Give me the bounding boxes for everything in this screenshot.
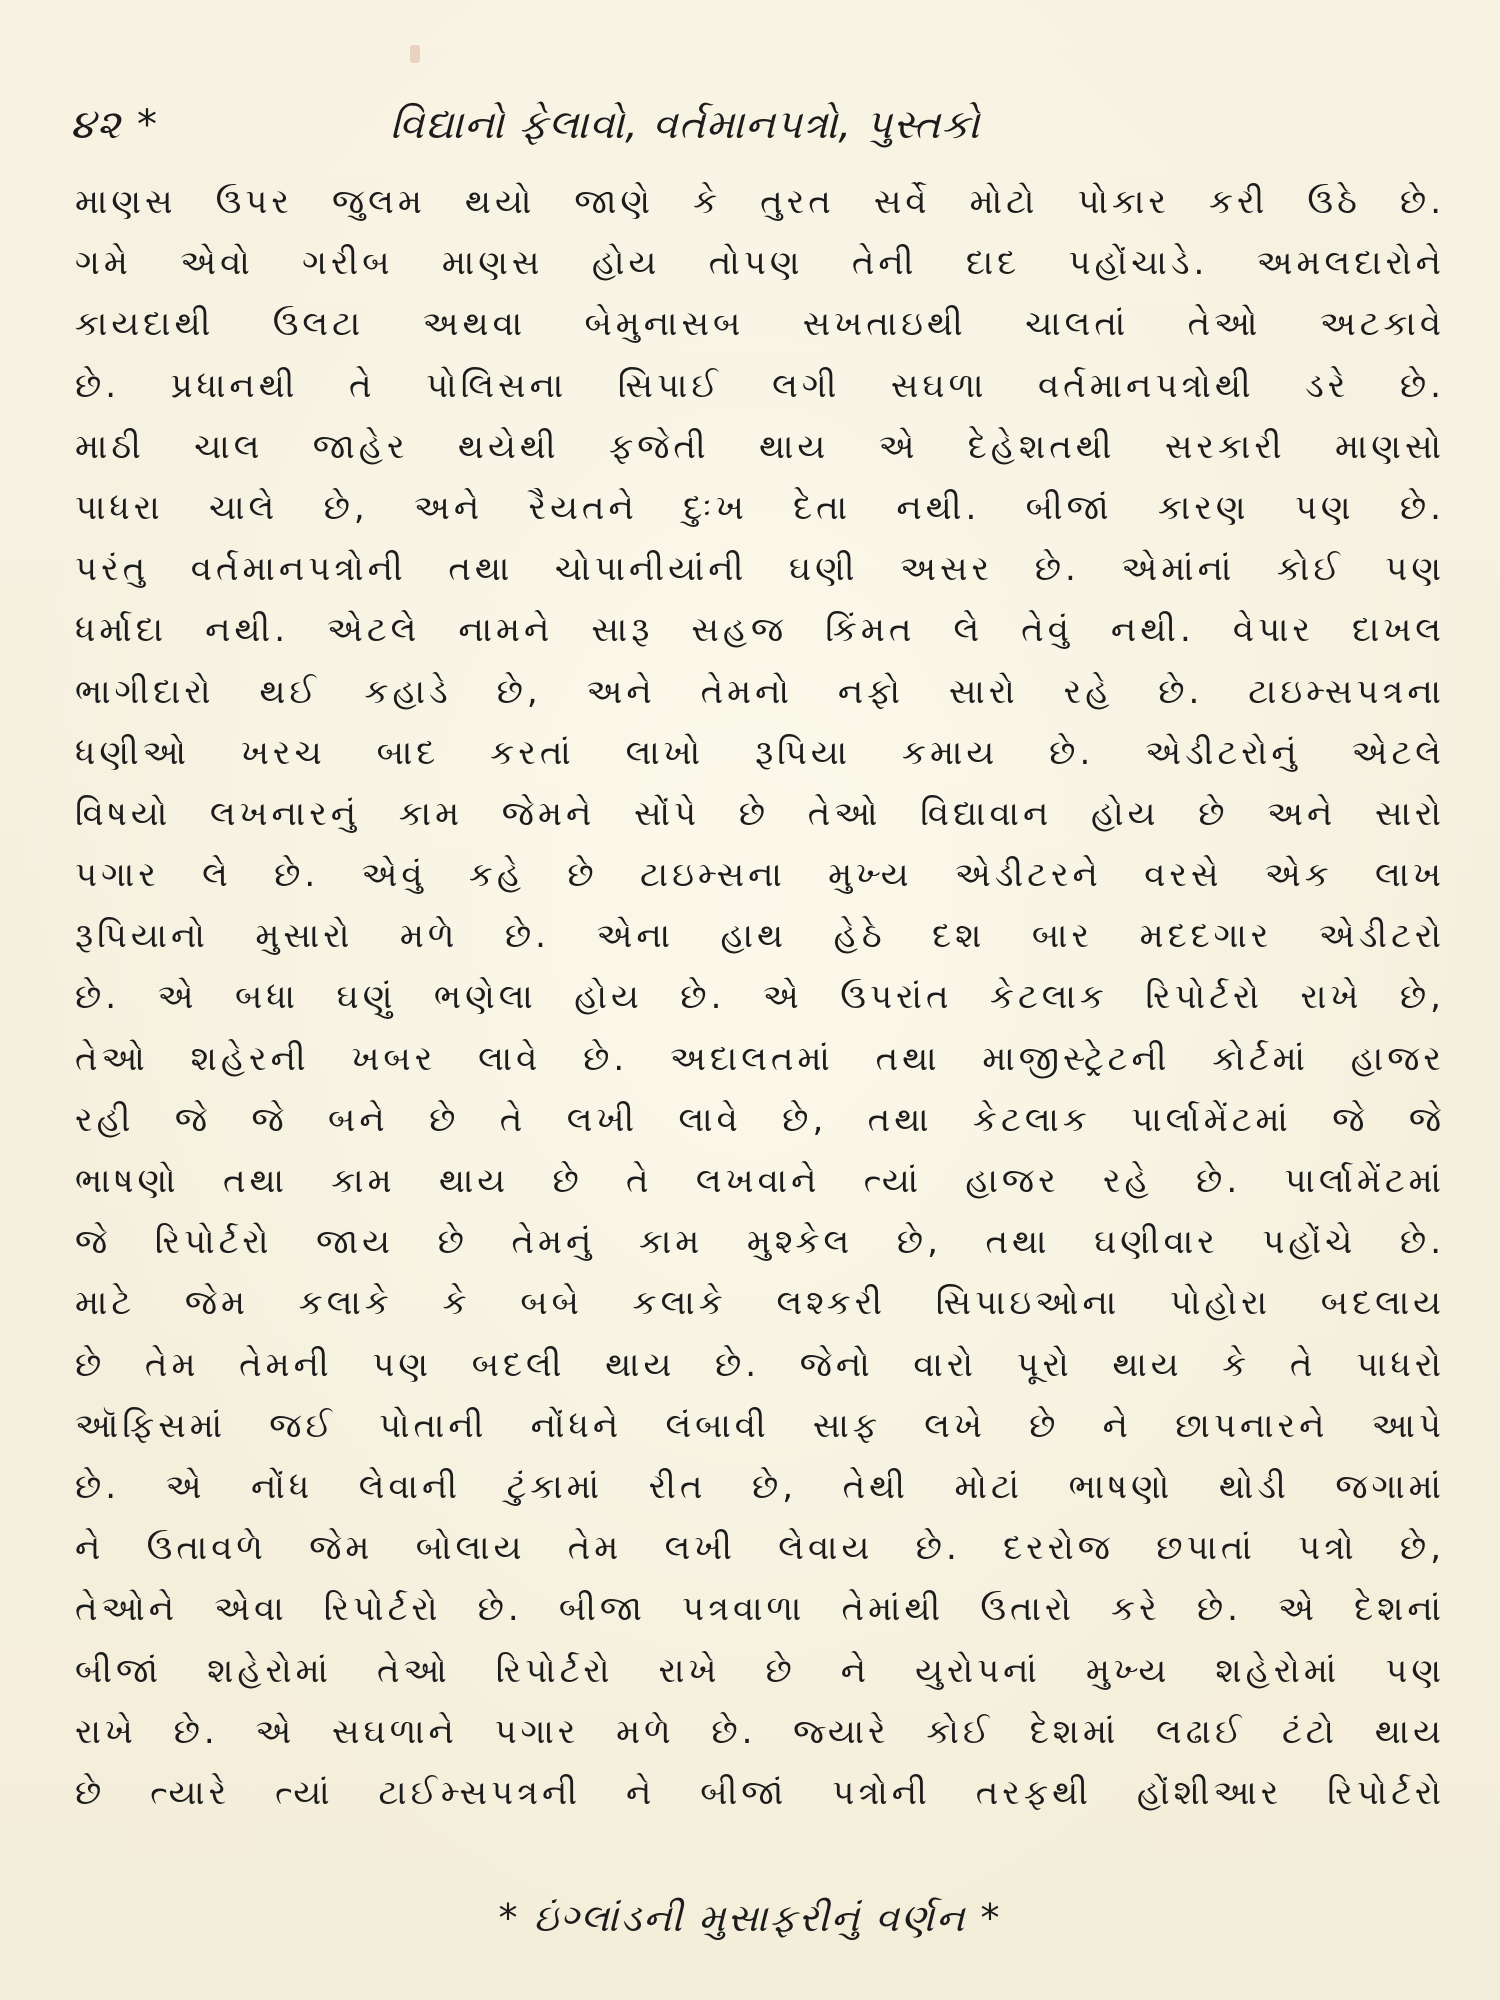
text-line: પરંતુ વર્તમાનપત્રોની તથા ચોપાનીયાંની ઘણી અસર છે. એમાંનાં કોઈ પણ bbox=[75, 549, 1445, 590]
text-line: પાધરા ચાલે છે, અને રૈયતને દુઃખ દેતા નથી. બીજાં કારણ પણ છે. bbox=[75, 487, 1445, 528]
footer-title: * ઇંગ્લાંડની મુસાફરીનું વર્ણન * bbox=[498, 1896, 1002, 1940]
text-line: રૂપિયાનો મુસારો મળે છે. એના હાથ હેઠે દશ બાર મદદગાર એડીટરો bbox=[75, 916, 1445, 957]
text-line: ભાષણો તથા કામ થાય છે તે લખવાને ત્યાં હાજર રહે છે. પાર્લામેંટમાં bbox=[75, 1161, 1445, 1201]
text-line: વિષયો લખનારનું કામ જેમને સોંપે છે તેઓ વિદ્યાવાન હોય છે અને સારો bbox=[75, 793, 1445, 834]
text-line: ગમે એવો ગરીબ માણસ હોય તોપણ તેની દાદ પહોંચાડે. અમલદારોને bbox=[75, 243, 1445, 284]
text-line: રાખે છે. એ સઘળાને પગાર મળે છે. જ્યારે કોઈ દેશમાં લઢાઈ ટંટો થાય bbox=[75, 1711, 1445, 1752]
body-text bbox=[75, 172, 1445, 1824]
text-line: ને ઉતાવળે જેમ બોલાય તેમ લખી લેવાય છે. દરરોજ છપાતાં પત્રો છે, bbox=[75, 1528, 1445, 1569]
text-line: છે તેમ તેમની પણ બદલી થાય છે. જેનો વારો પૂરો થાય કે તે પાધરો bbox=[75, 1344, 1445, 1385]
text-line: બીજાં શહેરોમાં તેઓ રિપોર્ટરો રાખે છે ને યુરોપનાં મુખ્ય શહેરોમાં પણ bbox=[75, 1650, 1445, 1691]
text-line: છે. એ નોંધ લેવાની ટુંકામાં રીત છે, તેથી મોટાં ભાષણો થોડી જગામાં bbox=[75, 1466, 1445, 1507]
text-line: માટે જેમ કલાકે કે બબે કલાકે લશ્કરી સિપાઇઓના પોહોરા બદલાય bbox=[75, 1283, 1445, 1324]
running-header bbox=[70, 95, 1450, 155]
text-line: જે રિપોર્ટરો જાય છે તેમનું કામ મુશ્કેલ છે, તથા ઘણીવાર પહોંચે છે. bbox=[75, 1222, 1445, 1263]
text-line: માણસ ઉપર જુલમ થયો જાણે કે તુરત સર્વે મોટો પોકાર કરી ઉઠે છે. bbox=[75, 182, 1445, 222]
text-line: કાયદાથી ઉલટા અથવા બેમુનાસબ સખતાઇથી ચાલતાં તેઓ અટકાવે bbox=[75, 304, 1445, 345]
text-line: ઑફિસમાં જઈ પોતાની નોંધને લંબાવી સાફ લખે છે ને છાપનારને આપે bbox=[75, 1405, 1445, 1446]
text-line: તેઓને એવા રિપોર્ટરો છે. બીજા પત્રવાળા તેમાંથી ઉતારો કરે છે. એ દેશનાં bbox=[75, 1589, 1445, 1630]
text-line: પગાર લે છે. એવું કહે છે ટાઇમ્સના મુખ્ય એડીટરને વરસે એક લાખ bbox=[75, 855, 1445, 896]
running-title: વિદ્યાનો ફેલાવો, વર્તમાનપત્રો, પુસ્તકો bbox=[390, 102, 981, 148]
text-line: રહી જે જે બને છે તે લખી લાવે છે, તથા કેટલાક પાર્લામેંટમાં જે જે bbox=[75, 1099, 1445, 1140]
text-line: ધણીઓ ખરચ બાદ કરતાં લાખો રૂપિયા કમાય છે. એડીટરોનું એટલે bbox=[75, 732, 1445, 773]
text-line: છે. એ બધા ઘણું ભણેલા હોય છે. એ ઉપરાંત કેટલાક રિપોર્ટરો રાખે છે, bbox=[75, 977, 1445, 1018]
text-line: છે ત્યારે ત્યાં ટાઈમ્સપત્રની ને બીજાં પત્રોની તરફથી હોંશીઆર રિપોર્ટરો bbox=[75, 1772, 1445, 1813]
text-line: તેઓ શહેરની ખબર લાવે છે. અદાલતમાં તથા માજીસ્ટ્રેટની કોર્ટમાં હાજર bbox=[75, 1038, 1445, 1079]
text-line: માઠી ચાલ જાહેર થયેથી ફજેતી થાય એ દેહેશતથી સરકારી માણસો bbox=[75, 426, 1445, 467]
page-number: ૪૨ * bbox=[70, 102, 159, 148]
text-line: છે. પ્રધાનથી તે પોલિસના સિપાઈ લગી સઘળા વર્તમાનપત્રોથી ડરે છે. bbox=[75, 365, 1445, 406]
text-line: ધર્માદા નથી. એટલે નામને સારૂ સહજ કિંમત લે તેવું નથી. વેપાર દાખલ bbox=[75, 610, 1445, 651]
ink-stain bbox=[410, 45, 420, 63]
text-line: ભાગીદારો થઈ કહાડે છે, અને તેમનો નફો સારો રહે છે. ટાઇમ્સપત્રના bbox=[75, 671, 1445, 712]
